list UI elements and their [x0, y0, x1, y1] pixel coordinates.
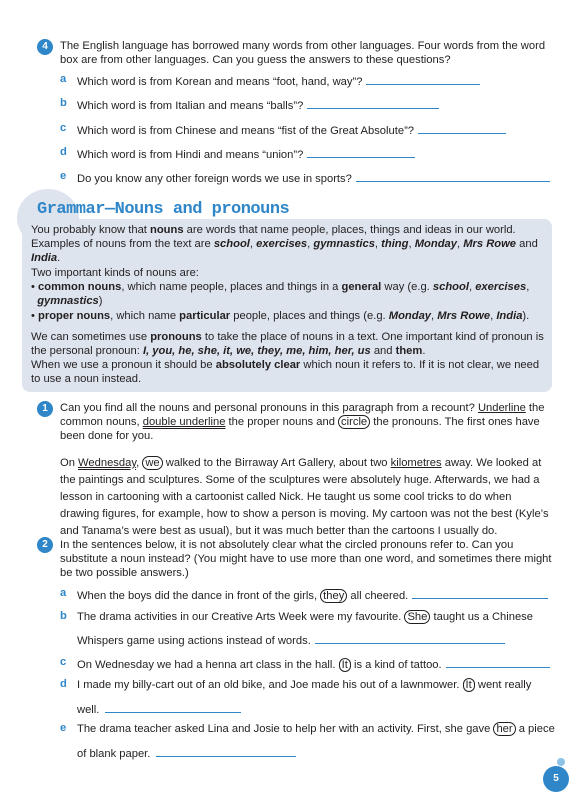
grammar-paragraph-2: Two important kinds of nouns are:	[31, 267, 199, 279]
answer-blank-q4c[interactable]	[418, 122, 506, 134]
q4-letter-b: b	[60, 97, 67, 109]
page-number: 5	[543, 766, 569, 792]
q2-letter-c: c	[60, 656, 67, 668]
q4-letter-d: d	[60, 146, 67, 158]
recount-paragraph: On Wednesday, we walked to the Birraway Art Gallery, about two kilometres away. We looked at the paintings and sculptures. Some of the sculptures were absolutely huge. Afterwards, we had a lesson in cartooning with a cartoonist called Nick. He taught us some cool tricks to do when drawing figures, for example, how to show a person is moving. My cartoon was not the best (Kyle’s and Tanama’s were best as usual), but it was much better than the cartoons I usually do.	[60, 457, 549, 537]
q2-item-d-cont: well.	[77, 701, 241, 717]
q2-letter-b: b	[60, 610, 67, 622]
question-2-intro: In the sentences below, it is not absolutely clear what the circled pronouns refer to. Can you substitute a noun instead? (You might have to use more than one word, and sometimes there might be two possible answers.)	[60, 539, 552, 579]
q4-item-b-text: Which word is from Italian and means “balls”?	[77, 100, 304, 112]
q4-item-c-text: Which word is from Chinese and means “fist of the Great Absolute”?	[77, 125, 415, 137]
q2-item-d: I made my billy-cart out of an old bike, and Joe made his out of a lawnmower. It went really	[77, 679, 532, 691]
q4-letter-e: e	[60, 170, 67, 182]
q2-item-b-cont: Whispers game using actions instead of words.	[77, 632, 505, 648]
q2-item-e-cont: of blank paper.	[77, 745, 296, 761]
answer-blank-q4d[interactable]	[307, 146, 415, 158]
answer-blank-q2c[interactable]	[446, 656, 550, 668]
q4-item-e-text: Do you know any other foreign words we use in sports?	[77, 173, 352, 185]
page-number-decoration	[557, 758, 565, 766]
q4-item-c	[77, 122, 506, 138]
q4-item-d-text: Which word is from Hindi and means “union”?	[77, 149, 304, 161]
question-1-number: 1	[37, 401, 53, 417]
question-1-instructions: Can you find all the nouns and personal pronouns in this paragraph from a recount? Underline the common nouns, double underline the proper nouns and circle the pronouns. The first ones have been done for you.	[60, 402, 545, 442]
q2-letter-a: a	[60, 587, 67, 599]
q4-item-e	[77, 170, 550, 186]
q2-letter-e: e	[60, 722, 67, 734]
q2-letter-d: d	[60, 678, 67, 690]
answer-blank-q2e[interactable]	[156, 745, 296, 757]
question-4-number: 4	[37, 39, 53, 55]
answer-blank-q2b[interactable]	[315, 632, 505, 644]
question-4-intro: The English language has borrowed many words from other languages. Four words from the word box are from other languages. Can you guess the answers to these questions?	[60, 40, 546, 66]
grammar-heading: Grammar—Nouns and pronouns	[37, 200, 290, 219]
answer-blank-q2a[interactable]	[412, 587, 548, 599]
q2-item-e: The drama teacher asked Lina and Josie to help her with an activity. First, she gave her a piece	[77, 723, 555, 735]
grammar-paragraph-1: You probably know that nouns are words that name people, places, things and ideas in our world. Examples of nouns from the text are school, exercises, gymnastics, thing, Monday, Mrs Rowe and India.	[31, 224, 538, 264]
q4-item-b	[77, 97, 439, 113]
answer-blank-q2d[interactable]	[105, 701, 241, 713]
answer-blank-q4e[interactable]	[356, 170, 550, 182]
question-2-number: 2	[37, 537, 53, 553]
answer-blank-q4a[interactable]	[366, 73, 480, 85]
grammar-bullet-common: • common nouns, which name people, places and things in a general way (e.g. school, exercises, gymnastics)	[31, 281, 530, 307]
q2-item-c: On Wednesday we had a henna art class in the hall. It is a kind of tattoo.	[77, 656, 550, 672]
q4-letter-a: a	[60, 73, 67, 85]
q2-item-a: When the boys did the dance in front of the girls, they all cheered.	[77, 587, 548, 603]
q2-item-b: The drama activities in our Creative Arts Week were my favourite. She taught us a Chinese	[77, 611, 533, 623]
grammar-bullet-proper: • proper nouns, which name particular people, places and things (e.g. Monday, Mrs Rowe, India).	[31, 310, 530, 322]
q4-item-a-text: Which word is from Korean and means “foot, hand, way”?	[77, 76, 363, 88]
grammar-paragraph-3: We can sometimes use pronouns to take the place of nouns in a text. One important kind of pronoun is the personal pronoun: I, you, he, she, it, we, they, me, him, her, us and them. When we use a pronoun it should be absolutely clear which noun it refers to. If it is not clear, we need to use a noun instead.	[31, 331, 544, 385]
q4-item-d	[77, 146, 415, 162]
q4-letter-c: c	[60, 122, 67, 134]
q4-item-a	[77, 73, 480, 89]
answer-blank-q4b[interactable]	[307, 97, 439, 109]
